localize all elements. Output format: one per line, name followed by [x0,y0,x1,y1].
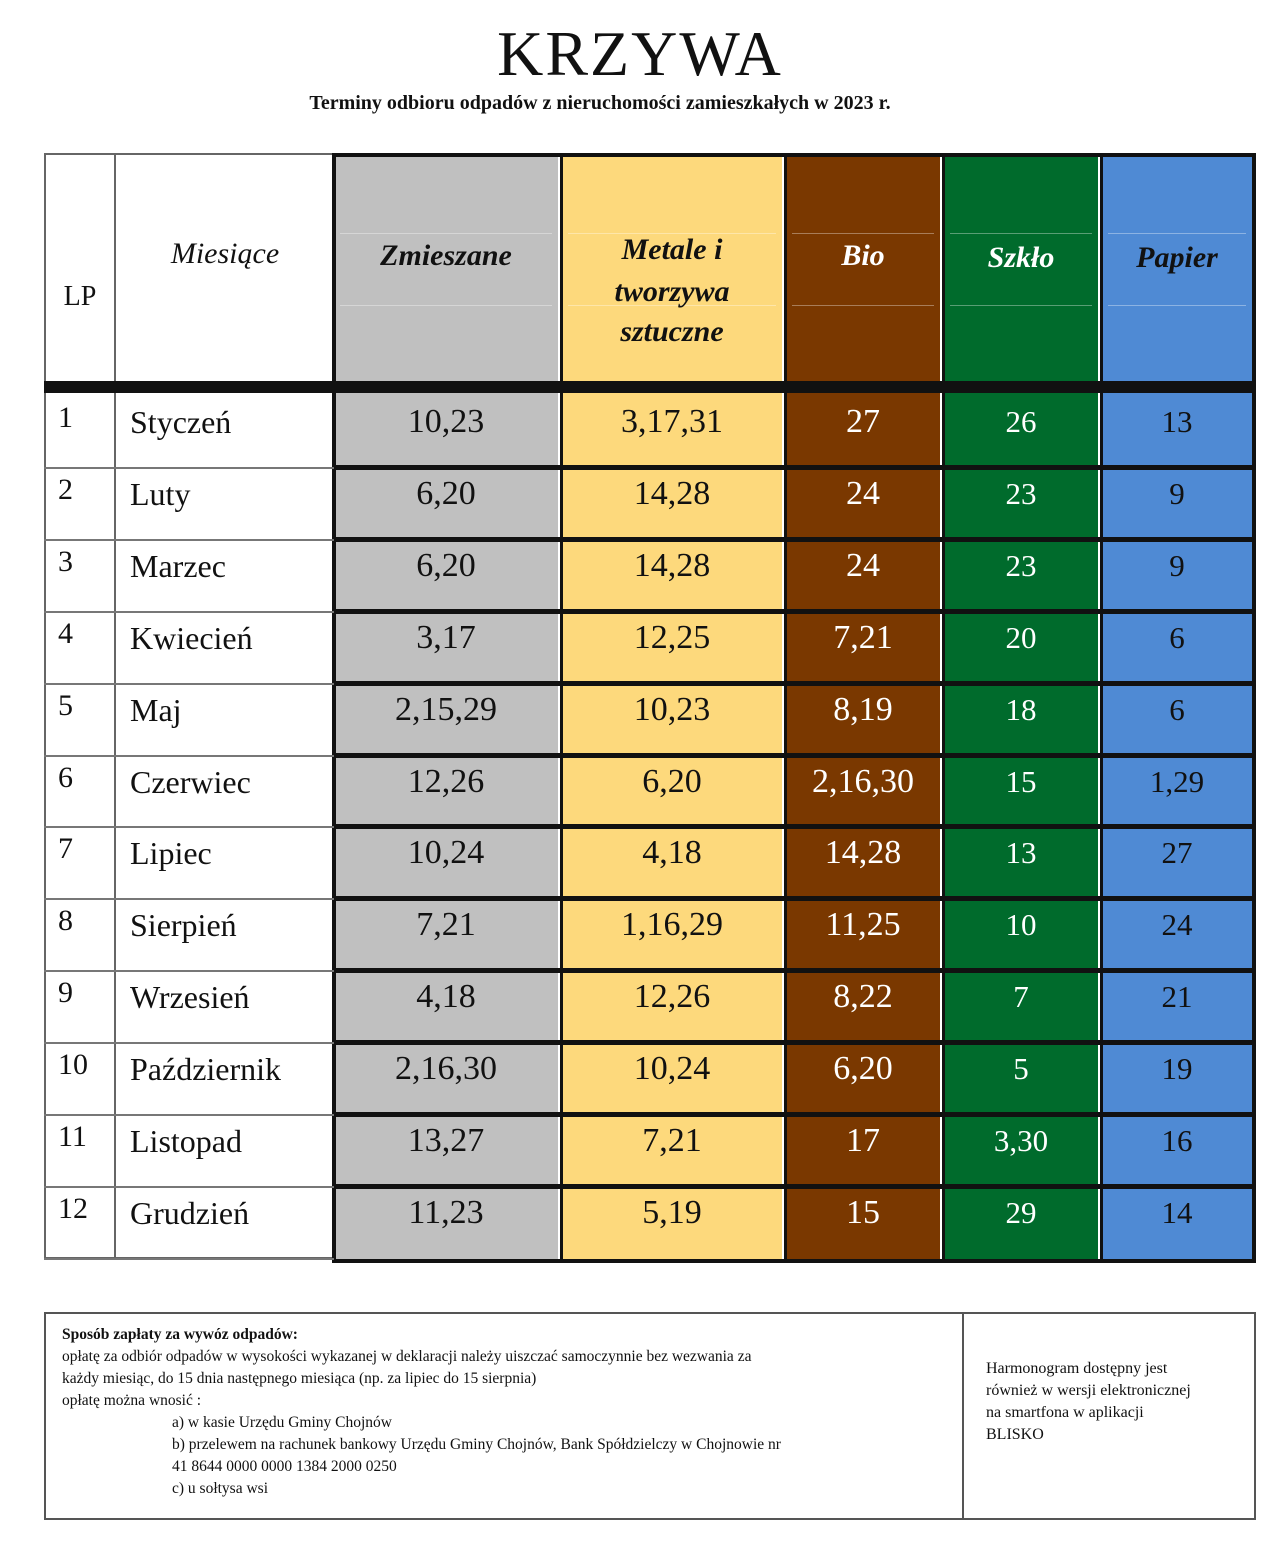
row-number: 8 [58,904,73,938]
row-number: 11 [58,1120,87,1153]
row-separator [44,683,334,685]
pickup-dates-szklo: 15 [1005,763,1037,799]
pickup-dates-metale: 12,26 [633,978,711,1016]
month-name: Październik [130,1051,282,1088]
row-number: 6 [58,760,73,794]
pickup-dates-zmieszane: 6,20 [416,546,476,584]
pickup-dates-metale: 4,18 [642,834,702,872]
pickup-dates-metale: 10,24 [633,1050,711,1088]
pickup-dates-zmieszane: 3,17 [416,618,476,656]
pickup-dates-papier: 16 [1161,1123,1193,1158]
header-rule [340,305,552,306]
pickup-dates-metale: 7,21 [642,1122,702,1159]
header-metale-line3: sztuczne [620,315,724,348]
app-info-line: na smartfona w aplikacji [986,1404,1144,1421]
pickup-dates-zmieszane: 2,15,29 [395,690,497,728]
row-separator [44,826,334,828]
pickup-dates-zmieszane: 10,23 [407,403,485,440]
pickup-dates-szklo: 10 [1005,907,1037,943]
header-rule [792,305,934,306]
pickup-dates-bio: 8,22 [833,978,893,1016]
row-separator [44,611,334,613]
header-metale-line1: Metale i [621,233,723,266]
document-title: KRZYWA [497,18,783,89]
row-number: 7 [58,832,73,866]
row-separator-colored [334,465,1256,470]
row-number: 9 [58,976,73,1010]
pickup-dates-szklo: 7 [1013,979,1029,1015]
header-lp: LP [63,281,97,312]
pickup-dates-papier: 9 [1169,547,1185,583]
month-name: Czerwiec [130,763,251,800]
header-separator [44,381,1256,393]
pickup-dates-metale: 12,25 [633,618,711,656]
pickup-dates-papier: 6 [1169,691,1185,727]
row-separator [44,970,334,972]
pickup-dates-bio: 24 [846,546,880,584]
row-separator-colored [334,753,1256,758]
pickup-dates-papier: 9 [1169,475,1185,511]
pickup-dates-papier: 1,29 [1149,763,1205,799]
header-metale-line2: tworzywa [614,275,730,308]
header-zmieszane: Zmieszane [380,239,512,272]
row-separator-colored [334,824,1256,829]
pickup-dates-szklo: 13 [1005,835,1037,871]
month-name: Kwiecień [130,619,253,656]
pickup-dates-szklo: 26 [1005,404,1037,439]
pickup-dates-bio: 17 [846,1122,880,1159]
document-subtitle: Terminy odbioru odpadów z nieruchomości zamieszkałych w 2023 r. [309,92,891,114]
row-separator-colored [334,609,1256,614]
pickup-dates-bio: 27 [846,403,880,440]
row-separator [44,755,334,757]
row-separator [44,467,334,469]
app-info-line: Harmonogram dostępny jest [986,1360,1168,1377]
pickup-dates-zmieszane: 11,23 [408,1193,484,1231]
row-separator-colored [334,1112,1256,1117]
payment-option-a: a) w kasie Urzędu Gminy Chojnów [172,1414,392,1431]
pickup-dates-szklo: 29 [1005,1194,1037,1230]
row-separator [44,539,334,541]
row-separator [44,1186,334,1188]
header-rule [950,305,1092,306]
pickup-dates-metale: 1,16,29 [621,906,723,944]
pickup-dates-bio: 14,28 [824,834,902,872]
row-number: 12 [58,1191,88,1225]
month-name: Listopad [130,1123,242,1159]
payment-line: opłatę można wnosić : [62,1392,202,1409]
header-rule [792,233,934,234]
pickup-dates-szklo: 20 [1005,619,1037,655]
row-separator [44,1114,334,1116]
pickup-dates-zmieszane: 12,26 [407,762,485,800]
pickup-dates-bio: 11,25 [825,906,901,944]
row-separator-colored [334,1184,1256,1189]
pickup-dates-zmieszane: 2,16,30 [395,1050,497,1088]
row-separator-colored [334,896,1256,901]
pickup-dates-metale: 10,23 [633,690,711,728]
header-szklo: Szkło [987,241,1055,274]
pickup-dates-bio: 24 [846,474,880,512]
payment-info [46,1314,964,1518]
month-name: Luty [130,475,191,512]
pickup-dates-papier: 21 [1161,979,1193,1015]
row-number: 3 [58,544,73,578]
header-papier: Papier [1136,241,1218,274]
table-bottom-line [44,1258,334,1260]
month-name: Marzec [130,547,226,584]
row-separator-colored [334,1040,1256,1045]
row-number: 4 [58,616,73,650]
pickup-dates-szklo: 23 [1005,547,1037,583]
header-rule [340,233,552,234]
row-separator [44,898,334,900]
pickup-dates-papier: 14 [1161,1194,1193,1230]
pickup-dates-metale: 6,20 [642,762,702,800]
pickup-dates-bio: 6,20 [833,1050,893,1088]
header-rule [1108,305,1246,306]
header-months: Miesiące [170,237,280,270]
app-name: BLISKO [986,1426,1044,1443]
pickup-dates-szklo: 5 [1013,1051,1029,1087]
row-separator-colored [334,537,1256,542]
pickup-dates-papier: 13 [1161,404,1193,439]
app-info-line: również w wersji elektronicznej [986,1382,1191,1399]
row-separator [44,1042,334,1044]
month-name: Styczeń [130,404,232,440]
header-rule [1108,233,1246,234]
row-separator-colored [334,968,1256,973]
month-name: Wrzesień [130,979,250,1016]
pickup-dates-papier: 24 [1161,907,1193,943]
pickup-dates-szklo: 3,30 [993,1123,1049,1158]
row-number: 2 [58,472,73,506]
pickup-dates-zmieszane: 7,21 [416,906,476,944]
month-name: Lipiec [130,835,212,872]
pickup-dates-bio: 8,19 [833,690,893,728]
payment-line: każdy miesiąc, do 15 dnia następnego miesiąca (np. za lipiec do 15 sierpnia) [62,1370,537,1387]
schedule-table [44,153,1256,1249]
row-number: 10 [58,1048,88,1082]
payment-option-c: c) u sołtysa wsi [172,1480,269,1497]
pickup-dates-bio: 15 [846,1193,880,1231]
pickup-dates-bio: 7,21 [833,618,893,656]
pickup-dates-metale: 5,19 [642,1193,702,1231]
month-name: Sierpień [130,907,237,944]
pickup-dates-bio: 2,16,30 [812,762,914,800]
row-separator-colored [334,681,1256,686]
header-bio: Bio [841,239,885,272]
month-name: Grudzień [130,1194,250,1231]
pickup-dates-metale: 3,17,31 [621,403,723,440]
footer-box [44,1312,1256,1520]
payment-line: opłatę za odbiór odpadów w wysokości wykazanej w deklaracji należy uiszczać samoczynnie bez wezwania za [62,1348,752,1365]
pickup-dates-zmieszane: 4,18 [416,978,476,1016]
pickup-dates-papier: 6 [1169,619,1185,655]
pickup-dates-szklo: 23 [1005,475,1037,511]
pickup-dates-zmieszane: 6,20 [416,474,476,512]
pickup-dates-papier: 27 [1161,835,1193,871]
pickup-dates-papier: 19 [1161,1051,1193,1087]
pickup-dates-zmieszane: 13,27 [407,1122,485,1159]
app-info [986,1358,1246,1446]
row-number: 5 [58,688,73,722]
payment-option-b: b) przelewem na rachunek bankowy Urzędu Gminy Chojnów, Bank Spółdzielczy w Chojnowie nr [172,1436,781,1453]
pickup-dates-szklo: 18 [1005,691,1037,727]
month-name: Maj [130,691,182,728]
row-number: 1 [58,401,73,434]
bank-account-number: 41 8644 0000 0000 1384 2000 0250 [172,1458,397,1475]
header-rule [950,233,1092,234]
pickup-dates-metale: 14,28 [633,474,711,512]
pickup-dates-metale: 14,28 [633,546,711,584]
pickup-dates-zmieszane: 10,24 [407,834,485,872]
payment-title: Sposób zapłaty za wywóz odpadów: [62,1326,298,1343]
